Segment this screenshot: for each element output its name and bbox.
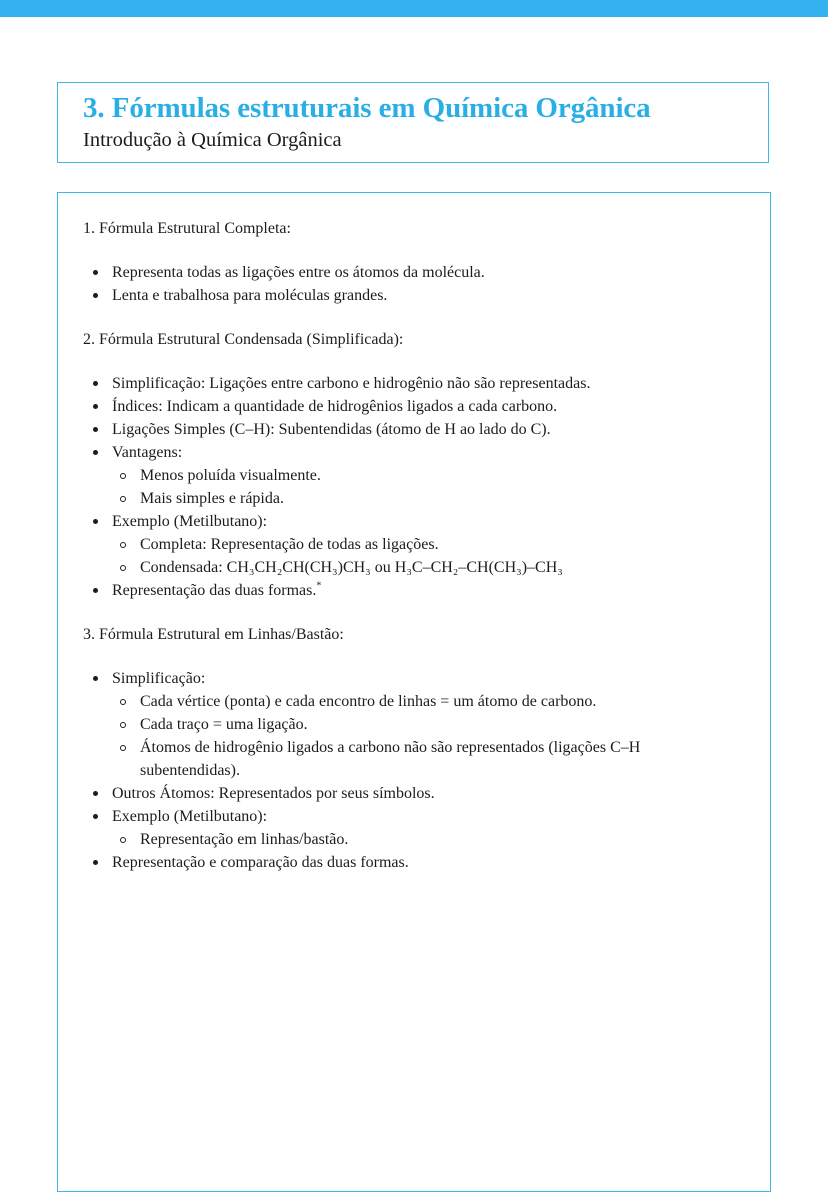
list-item: Simplificação: Ligações entre carbono e hidrogênio não são representadas.: [112, 372, 743, 395]
section-heading-2: 2. Fórmula Estrutural Condensada (Simplificada):: [83, 331, 404, 348]
sub-list-item: Menos poluída visualmente.: [140, 464, 743, 487]
sub-list-item: Átomos de hidrogênio ligados a carbono não são representados (ligações C–H subentendidas).: [140, 736, 743, 782]
list-item-label: Exemplo (Metilbutano):: [112, 513, 268, 530]
condensed-label: Condensada:: [140, 559, 227, 576]
sub-list-item: Cada traço = uma ligação.: [140, 713, 743, 736]
page-title: 3. Fórmulas estruturais em Química Orgânica: [83, 92, 651, 124]
sub-list: [112, 464, 743, 510]
sub-list-item: Representação em linhas/bastão.: [140, 828, 743, 851]
sub-list: [112, 533, 743, 579]
list-item: [112, 805, 743, 851]
list-item: Representa todas as ligações entre os átomos da molécula.: [112, 261, 743, 284]
list-item-label: Representação das duas formas.: [112, 582, 317, 599]
section-2-list: [83, 372, 743, 602]
sub-list-item: [140, 556, 743, 579]
sub-list-item: Completa: Representação de todas as ligações.: [140, 533, 743, 556]
section-3-list: [83, 667, 743, 874]
list-item: Outros Átomos: Representados por seus símbolos.: [112, 782, 743, 805]
sub-list: [112, 828, 743, 851]
list-item: Representação e comparação das duas formas.: [112, 851, 743, 874]
sub-list-item: Cada vértice (ponta) e cada encontro de linhas = um átomo de carbono.: [140, 690, 743, 713]
sub-list-item: Mais simples e rápida.: [140, 487, 743, 510]
title-box: [57, 82, 769, 163]
content-body: [83, 217, 743, 895]
section-heading-3: 3. Fórmula Estrutural em Linhas/Bastão:: [83, 626, 344, 643]
condensed-formula: CH₃CH₂CH(CH₃)CH₃ ou H₃C–CH₂–CH(CH₃)–CH₃: [226, 559, 563, 576]
page-subtitle: Introdução à Química Orgânica: [83, 129, 342, 151]
list-item-label: Exemplo (Metilbutano):: [112, 808, 268, 825]
list-item-label: Vantagens:: [112, 444, 183, 461]
list-item: Lenta e trabalhosa para moléculas grandes.: [112, 284, 743, 307]
list-item: [112, 441, 743, 510]
list-item: Índices: Indicam a quantidade de hidrogênios ligados a cada carbono.: [112, 395, 743, 418]
list-item: Ligações Simples (C–H): Subentendidas (átomo de H ao lado do C).: [112, 418, 743, 441]
content-box: [57, 192, 771, 1192]
list-item: [112, 667, 743, 782]
section-1-list: [83, 261, 743, 307]
list-item: [112, 510, 743, 579]
section-heading-1: 1. Fórmula Estrutural Completa:: [83, 220, 291, 237]
footnote-mark: *: [316, 580, 322, 592]
sub-list: [112, 690, 743, 782]
top-accent-bar: [0, 0, 828, 17]
list-item: [112, 579, 743, 602]
list-item-label: Simplificação:: [112, 670, 206, 687]
